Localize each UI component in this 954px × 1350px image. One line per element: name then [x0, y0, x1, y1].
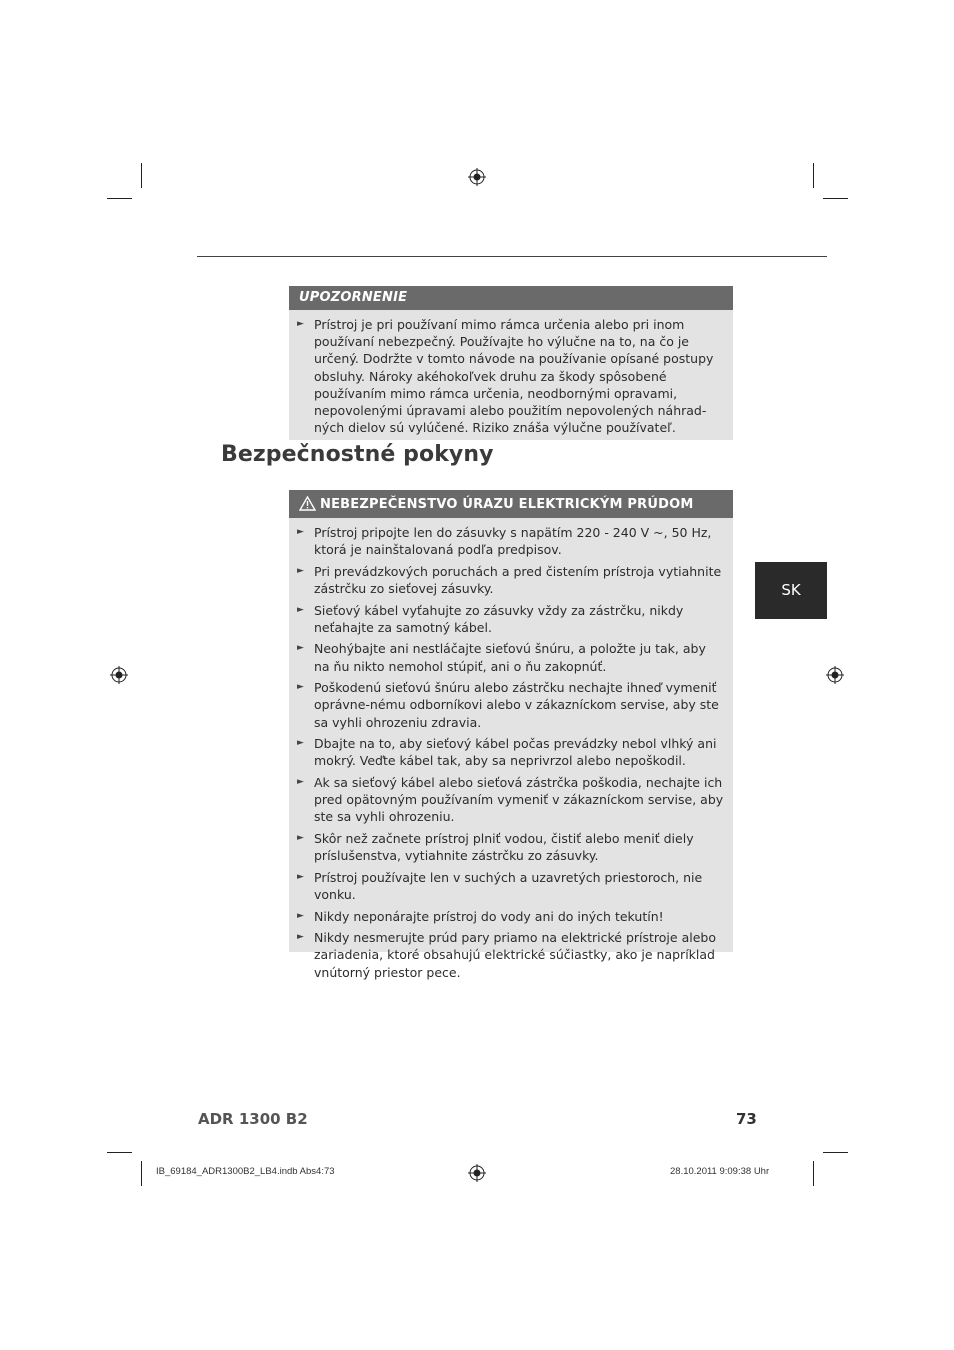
bullet-arrow-icon: ► [297, 738, 304, 749]
warning-list [289, 310, 733, 440]
crop-mark [823, 1152, 848, 1153]
footer-model: ADR 1300 B2 [198, 1110, 308, 1128]
bullet-arrow-icon: ► [297, 565, 304, 576]
bullet-arrow-icon: ► [297, 932, 304, 943]
danger-list [289, 518, 733, 985]
list-item: ► Nikdy neponárajte prístroj do vody ani do iných tekutín! [297, 908, 664, 924]
list-item: ► Prístroj pripojte len do zásuvky s napätím 220 - 240 V ~, 50 Hz, ktorá je nainštalovaná podľa predpisov. [297, 525, 712, 558]
list-item: ► Sieťový kábel vyťahujte zo zásuvky vždy za zástrčku, nikdy neťahajte za samotný kábel. [297, 602, 684, 635]
warning-box [289, 286, 733, 440]
bullet-arrow-icon: ► [297, 776, 304, 787]
crop-mark [813, 1161, 814, 1186]
list-item: ► Poškodenú sieťovú šnúru alebo zástrčku nechajte ihneď vymeniť oprávne-nému odborníkovi alebo v zákazníckom servise, aby ste sa vyhli ohrozeniu zdravia. [297, 680, 719, 730]
registration-mark-icon [468, 1164, 486, 1182]
bullet-arrow-icon: ► [297, 527, 304, 537]
crop-mark [813, 163, 814, 188]
list-item: ► Skôr než začnete prístroj plniť vodou, čistiť alebo meniť diely príslušenstva, vytiahnite zástrčku zo zásuvky. [297, 830, 694, 864]
danger-box-header [289, 490, 733, 518]
registration-mark-icon [826, 666, 844, 684]
crop-mark [823, 198, 848, 199]
registration-mark-icon [468, 168, 486, 186]
print-slug-date: 28.10.2011 9:09:38 Uhr [670, 1166, 770, 1177]
page-number: 73 [736, 1110, 757, 1128]
bullet-arrow-icon: ► [297, 832, 304, 843]
crop-mark [141, 163, 142, 188]
bullet-arrow-icon: ► [297, 871, 304, 882]
warning-triangle-icon [299, 496, 316, 511]
danger-box-title: NEBEZPEČENSTVO ÚRAZU ELEKTRICKÝM PRÚDOM [320, 497, 694, 512]
list-item: ► Prístroj je pri používaní mimo rámca určenia alebo pri inom používaní nebezpečný. Používajte ho výlučne na to, na čo je určený. Dodržte v tomto návode na používanie opísané postupy obsluhy. Nároky akéhokoľvek druhu za škody spôsobené používaním mimo rámca určenia, neodbornými opravami, nepovolenými úpravami alebo použitím nepovolených náhrad-ných dielov sú vylúčené. Riziko znáša výlučne používateľ. [297, 317, 714, 436]
bullet-arrow-icon: ► [297, 682, 304, 693]
list-item: ► Ak sa sieťový kábel alebo sieťová zástrčka poškodia, nechajte ich pred opätovným používaním vymeniť v zákazníckom servise, aby ste sa vyhli ohrozeniu. [297, 774, 724, 825]
list-item: ► Prístroj používajte len v suchých a uzavretých priestoroch, nie vonku. [297, 869, 703, 902]
bullet-arrow-icon: ► [297, 910, 304, 921]
section-title: Bezpečnostné pokyny [221, 442, 494, 467]
language-tab: SK [755, 562, 827, 619]
bullet-arrow-icon: ► [297, 604, 304, 615]
registration-mark-icon [110, 666, 128, 684]
bullet-arrow-icon: ► [297, 319, 304, 329]
bullet-arrow-icon: ► [297, 643, 304, 654]
list-item: ► Nikdy nesmerujte prúd pary priamo na elektrické prístroje alebo zariadenia, ktoré obsahujú elektrické súčiastky, ako je napríklad vnútorný priestor pece. [297, 930, 716, 980]
warning-box-title: UPOZORNENIE [289, 286, 733, 310]
list-item: ► Dbajte na to, aby sieťový kábel počas prevádzky nebol vlhký ani mokrý. Veďte kábel tak, aby sa neprivrzol alebo nepoškodil. [297, 736, 717, 769]
print-slug-file: IB_69184_ADR1300B2_LB4.indb Abs4:73 [156, 1166, 335, 1177]
list-item: ► Neohýbajte ani nestláčajte sieťovú šnúru, a položte ju tak, aby na ňu nikto nemohol stúpiť, ani o ňu zakopnúť. [297, 641, 706, 674]
danger-box [289, 490, 733, 980]
crop-mark [107, 198, 132, 199]
list-item: ► Pri prevádzkových poruchách a pred čistením prístroja vytiahnite zástrčku zo sieťovej zásuvky. [297, 563, 722, 596]
crop-mark [107, 1152, 132, 1153]
header-rule [197, 256, 827, 257]
crop-mark [141, 1161, 142, 1186]
